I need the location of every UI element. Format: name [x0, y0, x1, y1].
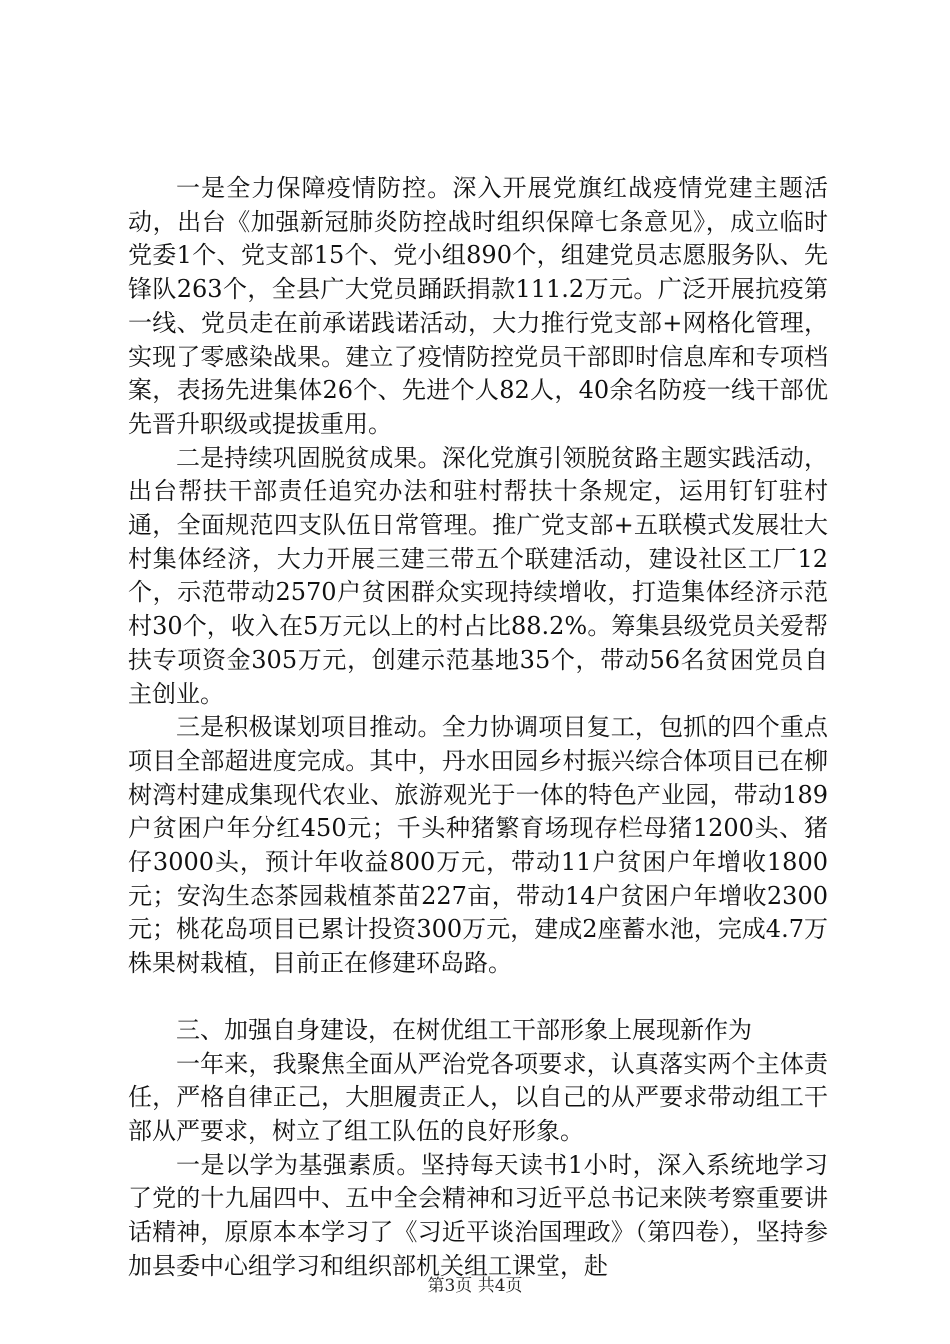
page-number-footer: 第3页 共4页 [427, 1276, 523, 1296]
paragraph-project-promotion: 三是积极谋划项目推动。全力协调项目复工，包抓的四个重点项目全部超进度完成。其中，丹水田园乡村振兴综合体项目已在柳树湾村建成集现代农业、旅游观光于一体的特色产业园，带动189户贫困户年分红450元；千头种猪繁育场现存栏母猪1200头、猪仔3000头，预计年收益800万元，带动11户贫困户年增收1800元；安沟生态茶园栽植茶苗227亩，带动14户贫困户年增收2300元；桃花岛项目已累计投资300万元，建成2座蓄水池，完成4.7万株果树栽植，目前正在修建环岛路。 [128, 713, 828, 978]
paragraph-self-discipline: 一年来，我聚焦全面从严治党各项要求，认真落实两个主体责任，严格自律正己，大胆履责正人，以自己的从严要求带动组工干部从严要求，树立了组工队伍的良好形象。 [128, 1049, 828, 1145]
document-body [128, 172, 828, 1284]
paragraph-poverty-alleviation: 二是持续巩固脱贫成果。深化党旗引领脱贫路主题实践活动，出台帮扶干部责任追究办法和驻村帮扶十条规定，运用钉钉驻村通，全面规范四支队伍日常管理。推广党支部+五联模式发展壮大村集体经济，大力开展三建三带五个联建活动，建设社区工厂12个，示范带动2570户贫困群众实现持续增收，打造集体经济示范村30个，收入在5万元以上的村占比88.2%。筹集县级党员关爱帮扶专项资金305万元，创建示范基地35个，带动56名贫困党员自主创业。 [128, 443, 828, 708]
section-heading: 三、加强自身建设，在树优组工干部形象上展现新作为 [176, 1015, 752, 1044]
paragraph-study: 一是以学为基强素质。坚持每天读书1小时，深入系统地学习了党的十九届四中、五中全会精神和习近平总书记来陕考察重要讲话精神，原原本本学习了《习近平谈治国理政》（第四卷），坚持参加县委中心组学习和组织部机关组工课堂，赴 [128, 1150, 828, 1280]
paragraph-epidemic-control: 一是全力保障疫情防控。深入开展党旗红战疫情党建主题活动，出台《加强新冠肺炎防控战时组织保障七条意见》，成立临时党委1个、党支部15个、党小组890个，组建党员志愿服务队、先锋队263个，全县广大党员踊跃捐款111.2万元。广泛开展抗疫第一线、党员走在前承诺践诺活动，大力推行党支部+网格化管理，实现了零感染战果。建立了疫情防控党员干部即时信息库和专项档案，表扬先进集体26个、先进个人82人，40余名防疫一线干部优先晋升职级或提拔重用。 [128, 174, 828, 438]
